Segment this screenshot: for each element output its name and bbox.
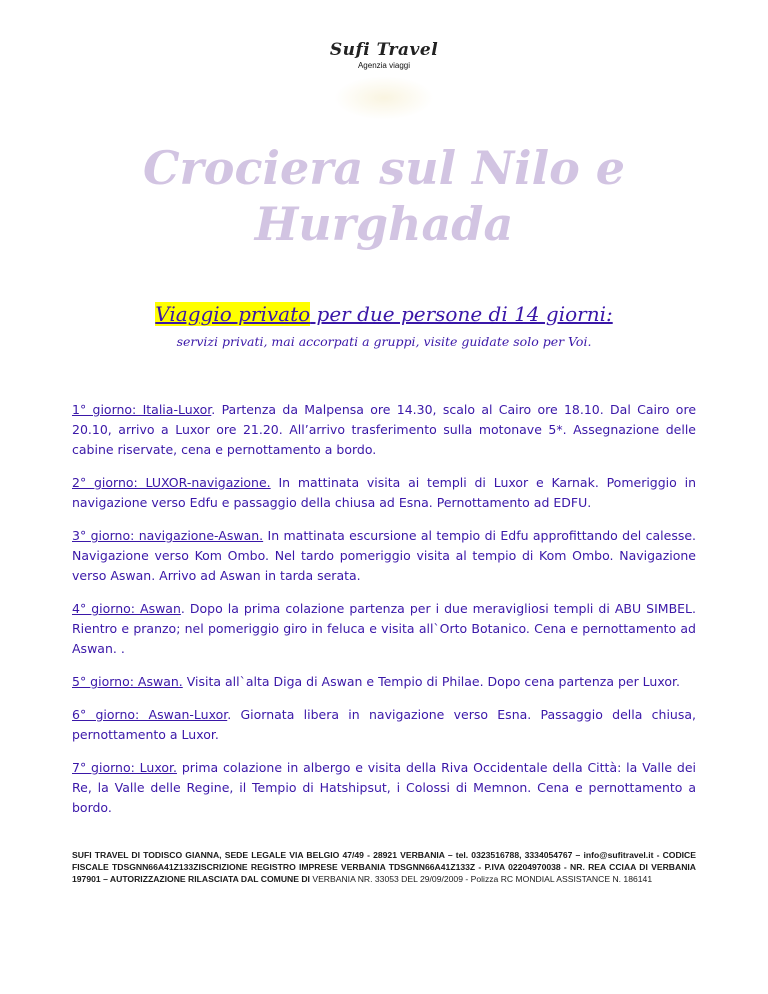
day-heading: 3° giorno: navigazione-Aswan. bbox=[72, 528, 264, 543]
day-text: . Partenza da Malpensa ore 14.30, scalo al Cairo ore 18.10. Dal Cairo ore 20.10, arrivo a Luxor ore 21.20. All’arrivo trasferimento sulla motonave 5*. Assegnazione delle cabine riservate, cena e pernottamento a bordo. bbox=[72, 402, 697, 457]
itinerary-day bbox=[72, 526, 696, 586]
day-heading: 2° giorno: LUXOR-navigazione. bbox=[72, 475, 271, 490]
itinerary-day bbox=[72, 400, 696, 460]
day-text: In mattinata escursione al tempio di Edfu approfittando del calesse. Navigazione verso Kom Ombo. Nel tardo pomeriggio visita al tempio di Kom Ombo. Navigazione verso Aswan. Arrivo ad Aswan in tarda serata. bbox=[72, 528, 697, 583]
company-logo bbox=[0, 40, 768, 70]
itinerary-day bbox=[72, 758, 696, 818]
day-heading: 7° giorno: Luxor. bbox=[72, 760, 177, 775]
day-text: . Giornata libera in navigazione verso Esna. Passaggio della chiusa, pernottamento a Luxor. bbox=[72, 707, 696, 742]
itinerary-day bbox=[72, 473, 696, 513]
subtitle-rest: per due persone di 14 giorni: bbox=[310, 302, 613, 326]
logo-subtitle: Agenzia viaggi bbox=[357, 61, 411, 70]
footer-legal-bold: SUFI TRAVEL DI TODISCO GIANNA, SEDE LEGALE VIA BELGIO 47/49 - 28921 VERBANIA – tel. 0323516788, 3334054767 – info@sufitravel.it - CODICE FISCALE TDSGNN66A41Z133ZISCRIZIONE REGISTRO IMPRESE VERBANIA TDSGNN66A41Z133Z - P.IVA 02204970038 - NR. REA CCIAA DI VERBANIA 197901 – AUTORIZZAZIONE RILASCIATA DAL COMUNE DI bbox=[72, 850, 696, 884]
day-text: In mattinata visita ai templi di Luxor e Karnak. Pomeriggio in navigazione verso Edfu e passaggio della chiusa ad Esna. Pernottamento ad EDFU. bbox=[72, 475, 696, 510]
logo-name: Sufi Travel bbox=[329, 40, 439, 60]
trip-tagline: servizi privati, mai accorpati a gruppi, visite guidate solo per Voi. bbox=[176, 334, 592, 349]
day-heading: 1° giorno: Italia-Luxor bbox=[72, 402, 212, 417]
day-text: . Dopo la prima colazione partenza per i due meravigliosi templi di ABU SIMBEL. Rientro e pranzo; nel pomeriggio giro in feluca e visita all`Orto Botanico. Cena e pernottamento ad Aswan. . bbox=[72, 601, 696, 656]
itinerary-day bbox=[72, 705, 696, 745]
footer-legal-normal: VERBANIA NR. 33053 DEL 29/09/2009 - Polizza RC MONDIAL ASSISTANCE N. 186141 bbox=[309, 874, 653, 884]
itinerary-day bbox=[72, 672, 696, 692]
day-text: prima colazione in albergo e visita della Riva Occidentale della Città: la Valle dei Re, la Valle delle Regine, il Tempio di Hatshipsut, i Colossi di Memnon. Cena e pernottamento a bordo. bbox=[72, 760, 696, 815]
day-heading: 6° giorno: Aswan-Luxor bbox=[72, 707, 228, 722]
trip-subtitle bbox=[0, 302, 768, 326]
company-footer bbox=[72, 849, 696, 885]
page-title-line-2: Hurghada bbox=[254, 197, 514, 251]
logo-decoration bbox=[334, 76, 434, 120]
subtitle-highlight: Viaggio privato bbox=[155, 302, 311, 326]
itinerary bbox=[72, 400, 696, 831]
day-heading: 4° giorno: Aswan bbox=[72, 601, 181, 616]
itinerary-day bbox=[72, 599, 696, 659]
page-title bbox=[0, 140, 768, 252]
day-text: Visita all`alta Diga di Aswan e Tempio di Philae. Dopo cena partenza per Luxor. bbox=[182, 674, 680, 689]
page-title-line-1: Crociera sul Nilo e bbox=[142, 141, 626, 195]
day-heading: 5° giorno: Aswan. bbox=[72, 674, 183, 689]
